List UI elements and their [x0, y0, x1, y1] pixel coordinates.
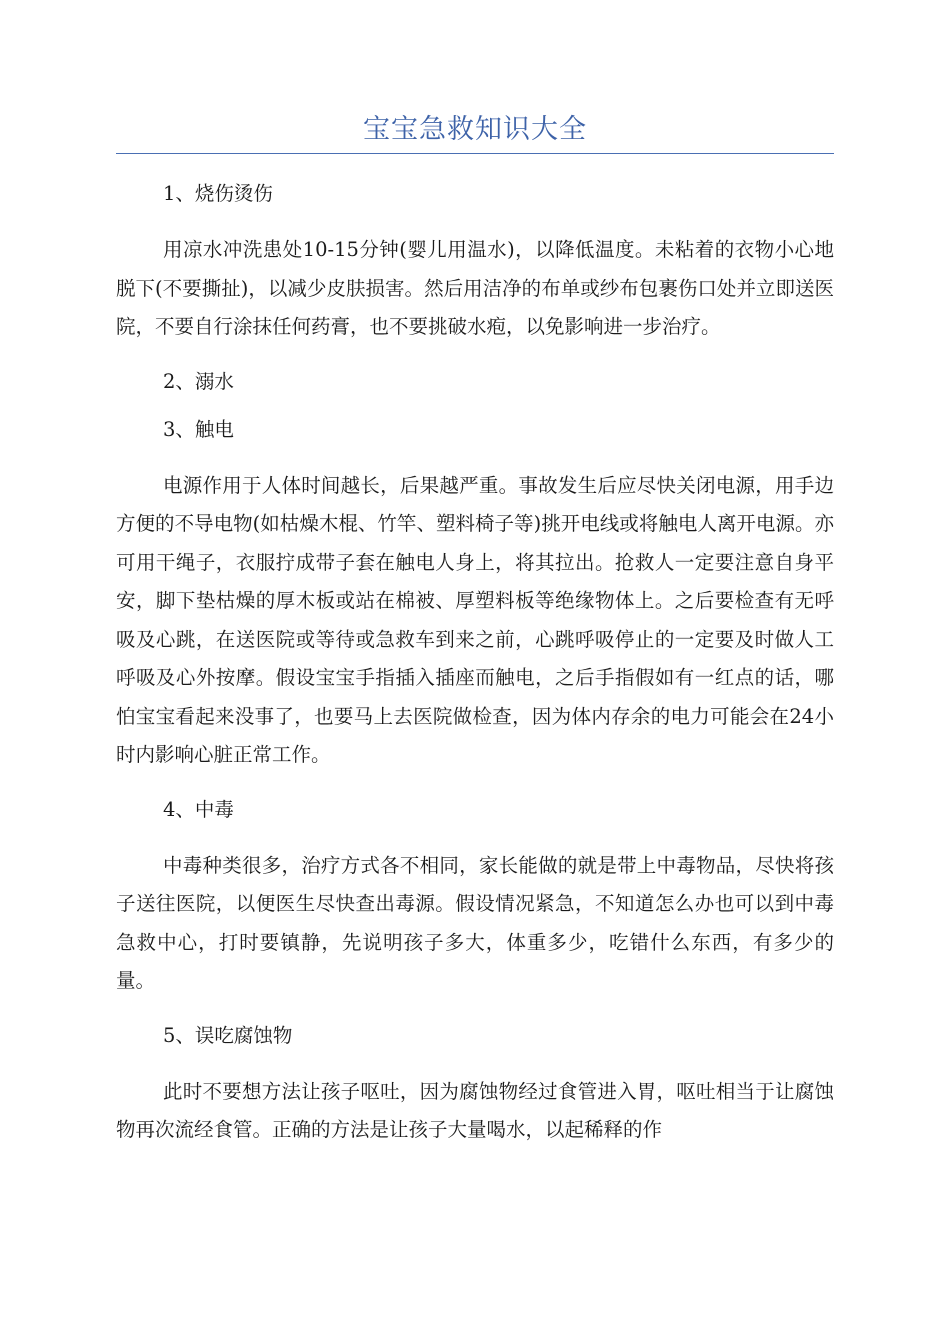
section-heading: 5、误吃腐蚀物	[163, 1023, 293, 1047]
section-heading: 2、溺水	[163, 369, 234, 393]
section-poisoning	[116, 791, 834, 1017]
section-paragraph: 电源作用于人体时间越长，后果越严重。事故发生后应尽快关闭电源，用手边方便的不导电物(如枯燥木棍、竹竿、塑料椅子等)挑开电线或将触电人离开电源。亦可用干绳子，衣服拧成带子套在触电人身上，将其拉出。抢救人一定要注意自身平安，脚下垫枯燥的厚木板或站在棉被、厚塑料板等绝缘物体上。之后要检查有无呼吸及心跳，在送医院或等待或急救车到来之前，心跳呼吸停止的一定要及时做人工呼吸及心外按摩。假设宝宝手指插入插座而触电，之后手指假如有一红点的话，哪怕宝宝看起来没事了，也要马上去医院做检查，因为体内存余的电力可能会在24小时内影响心脏正常工作。	[116, 473, 834, 766]
document-body	[116, 175, 834, 1150]
section-heading: 3、触电	[163, 417, 234, 441]
section-paragraph: 用凉水冲洗患处10-15分钟(婴儿用温水)，以降低温度。未粘着的衣物小心地脱下(不要撕扯)，以减少皮肤损害。然后用洁净的布单或纱布包裹伤口处并立即送医院，不要自行涂抹任何药膏，也不要挑破水疱，以免影响进一步治疗。	[116, 238, 834, 338]
section-paragraph: 中毒种类很多，治疗方式各不相同，家长能做的就是带上中毒物品，尽快将孩子送往医院，以便医生尽快查出毒源。假设情况紧急，不知道怎么办也可以到中毒急救中心，打时要镇静，先说明孩子多大，体重多少，吃错什么东西，有多少的量。	[116, 853, 834, 992]
document-title: 宝宝急救知识大全	[363, 114, 587, 145]
section-heading: 4、中毒	[163, 797, 234, 821]
section-electric-shock	[116, 411, 834, 791]
section-corrosive-ingestion	[116, 1017, 834, 1150]
title-underline	[116, 153, 834, 154]
section-drowning	[116, 363, 834, 411]
section-burns	[116, 175, 834, 363]
section-paragraph: 此时不要想方法让孩子呕吐，因为腐蚀物经过食管进入胃，呕吐相当于让腐蚀物再次流经食管。正确的方法是让孩子大量喝水，以起稀释的作	[116, 1079, 834, 1141]
section-heading: 1、烧伤烫伤	[163, 182, 273, 205]
